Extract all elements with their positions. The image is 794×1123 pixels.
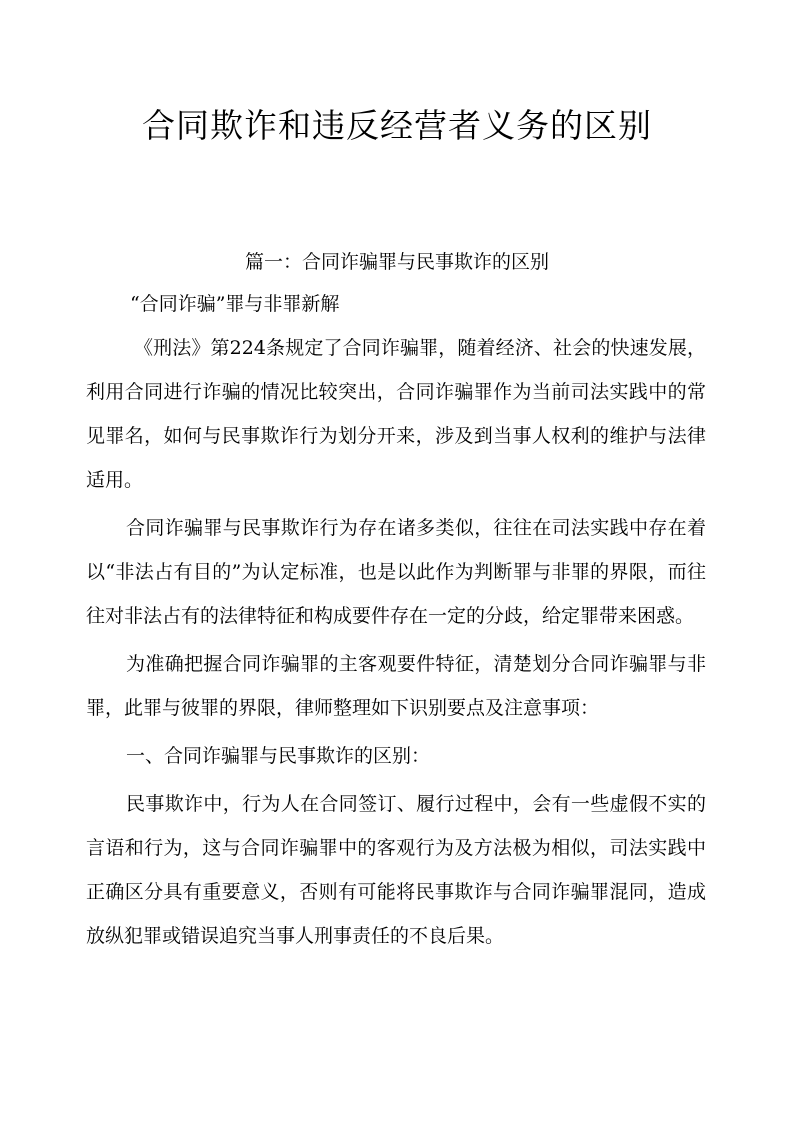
section-subtitle: 篇一：合同诈骗罪与民事欺诈的区别 [244,251,549,273]
paragraph-2: 合同诈骗罪与民事欺诈行为存在诸多类似，往往在司法实践中存在着以“非法占有目的”为认定标准，也是以此作为判断罪与非罪的界限，而往往对非法占有的法律特征和构成要件存在一定的分歧，给定罪带来困惑。 [86,517,706,627]
document-body [86,282,706,958]
paragraph-5: 民事欺诈中，行为人在合同签订、履行过程中，会有一些虚假不实的言语和行为，这与合同诈骗罪中的客观行为及方法极为相似，司法实践中正确区分具有重要意义，否则有可能将民事欺诈与合同诈骗罪混同，造成放纵犯罪或错误追究当事人刑事责任的不良后果。 [86,793,706,947]
paragraph-3: 为准确把握合同诈骗罪的主客观要件特征，清楚划分合同诈骗罪与非罪，此罪与彼罪的界限，律师整理如下识别要点及注意事项： [86,653,706,719]
section-heading: “合同诈骗”罪与非罪新解 [130,293,340,315]
document-title: 合同欺诈和违反经营者义务的区别 [142,106,652,145]
paragraph-1: 《刑法》第224条规定了合同诈骗罪，随着经济、社会的快速发展，利用合同进行诈骗的情况比较突出，合同诈骗罪作为当前司法实践中的常见罪名，如何与民事欺诈行为划分开来，涉及到当事人权利的维护与法律适用。 [86,337,706,491]
paragraph-4: 一、合同诈骗罪与民事欺诈的区别： [126,745,431,767]
